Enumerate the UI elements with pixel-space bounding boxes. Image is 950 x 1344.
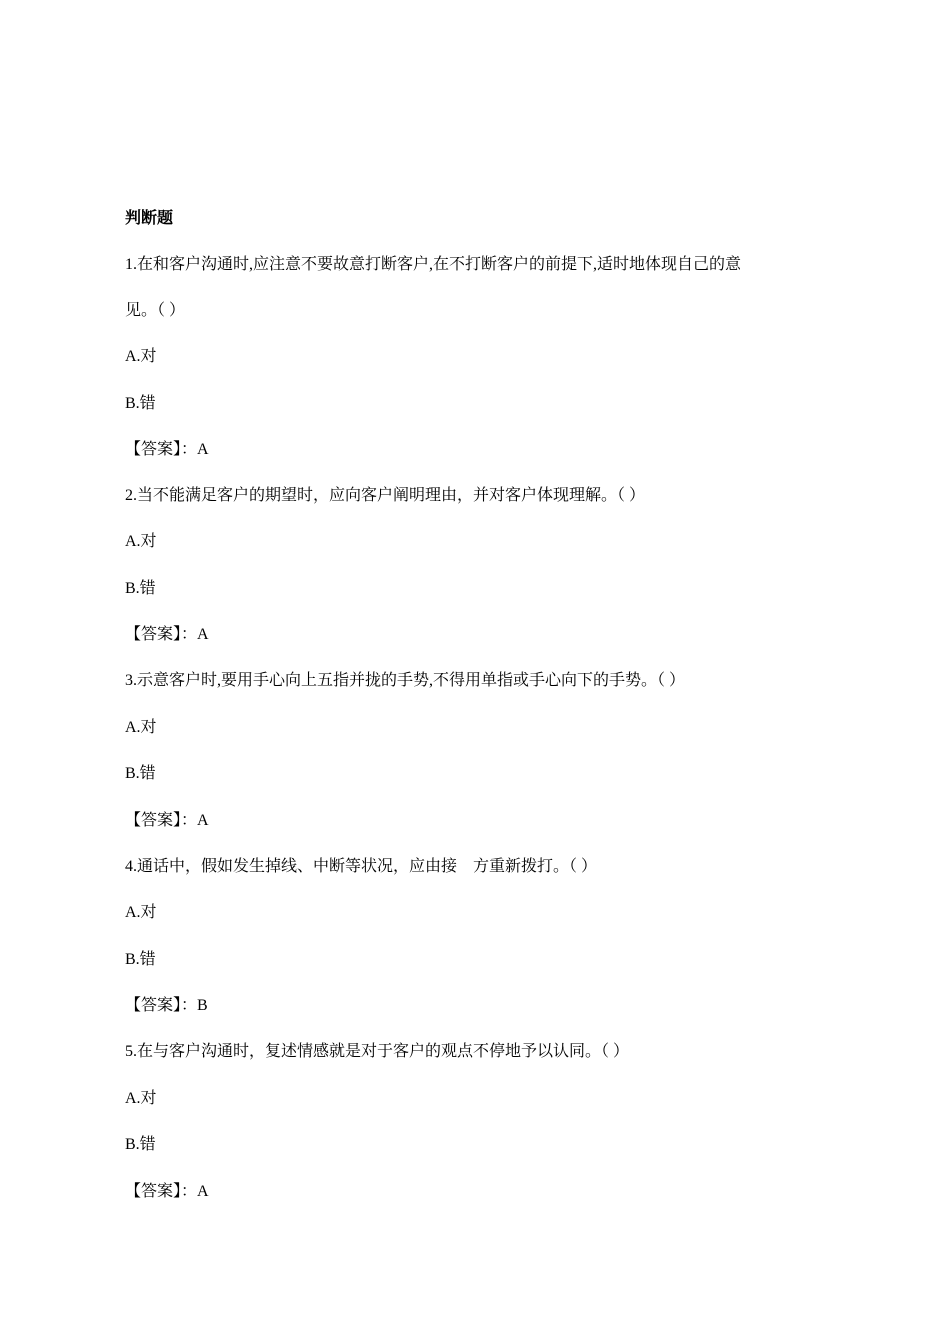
question-2-answer: 【答案】：A bbox=[125, 626, 209, 643]
question-5-option-b: B.错 bbox=[125, 1136, 156, 1153]
question-4-option-b: B.错 bbox=[125, 951, 156, 968]
question-1-option-a: A.对 bbox=[125, 348, 157, 365]
question-3-answer: 【答案】：A bbox=[125, 812, 209, 829]
question-4-answer: 【答案】：B bbox=[125, 997, 208, 1014]
question-5-text: 5.在与客户沟通时，复述情感就是对于客户的观点不停地予以认同。（ ） bbox=[125, 1043, 630, 1060]
question-1-text-continued: 见。（ ） bbox=[125, 302, 186, 319]
question-3-option-b: B.错 bbox=[125, 765, 156, 782]
question-3-option-a: A.对 bbox=[125, 719, 157, 736]
question-2-option-a: A.对 bbox=[125, 533, 157, 550]
question-1-option-b: B.错 bbox=[125, 395, 156, 412]
question-4-option-a: A.对 bbox=[125, 904, 157, 921]
question-5-answer: 【答案】：A bbox=[125, 1183, 209, 1200]
question-1-answer: 【答案】：A bbox=[125, 441, 209, 458]
question-2-option-b: B.错 bbox=[125, 580, 156, 597]
section-title: 判断题 bbox=[125, 210, 174, 227]
question-5-option-a: A.对 bbox=[125, 1090, 157, 1107]
question-1-text: 1.在和客户沟通时,应注意不要故意打断客户,在不打断客户的前提下,适时地体现自己的意 bbox=[125, 256, 742, 273]
question-2-text: 2.当不能满足客户的期望时，应向客户阐明理由，并对客户体现理解。（ ） bbox=[125, 487, 646, 504]
question-3-text: 3.示意客户时,要用手心向上五指并拢的手势,不得用单指或手心向下的手势。（ ） bbox=[125, 672, 686, 689]
question-4-text: 4.通话中，假如发生掉线、中断等状况，应由接 方重新拨打。（ ） bbox=[125, 858, 598, 875]
